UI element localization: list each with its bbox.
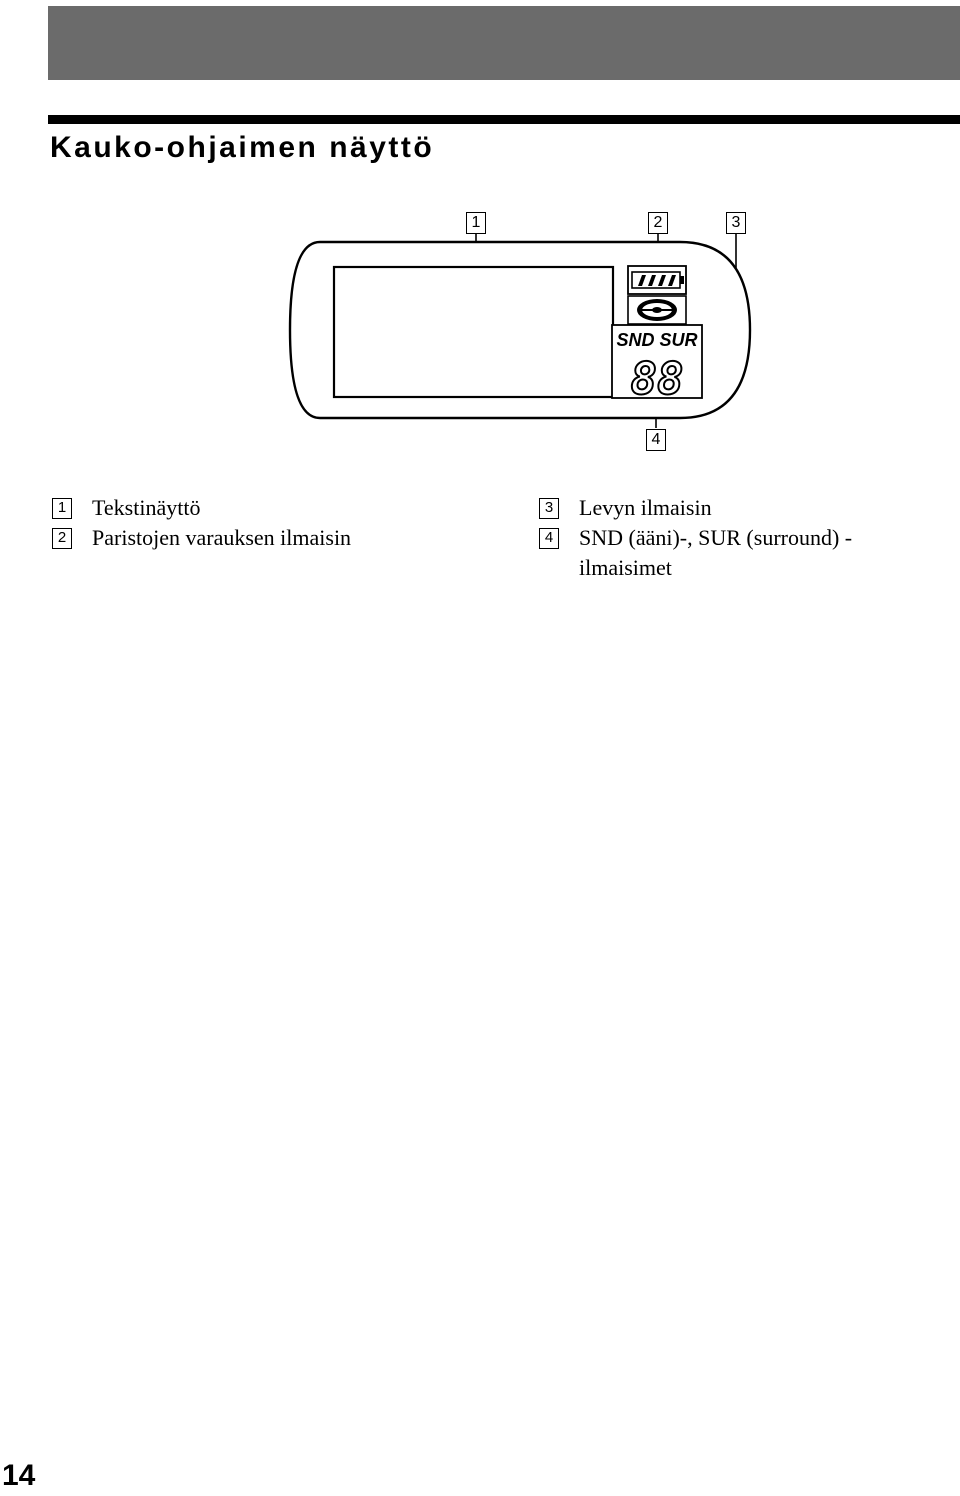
legend-left	[52, 493, 351, 553]
legend-number: 4	[539, 528, 559, 549]
text-display-window	[334, 267, 613, 397]
legend-number: 1	[52, 498, 72, 519]
legend-right	[539, 493, 899, 583]
section-title: Kauko-ohjaimen näyttö	[50, 131, 435, 164]
segment-digits: 88	[630, 354, 684, 405]
legend-text: Tekstinäyttö	[92, 495, 201, 520]
legend-text: Paristojen varauksen ilmaisin	[92, 525, 352, 550]
legend-item	[539, 493, 899, 523]
legend-number: 3	[539, 498, 559, 519]
callout-4: 4	[646, 429, 666, 451]
page-number: 14	[2, 1459, 36, 1492]
callout-1: 1	[466, 212, 486, 234]
remote-display-illustration	[270, 200, 770, 460]
callout-3: 3	[726, 212, 746, 234]
legend-text: Levyn ilmaisin	[579, 495, 712, 520]
remote-display-diagram	[270, 200, 770, 460]
snd-sur-indicator: SND SUR	[616, 330, 698, 350]
legend-item	[52, 493, 351, 523]
header-band	[48, 6, 960, 80]
legend-item	[52, 523, 351, 553]
legend-number: 2	[52, 528, 72, 549]
legend-text: SND (ääni)-, SUR (surround) - ilmaisimet	[579, 525, 853, 580]
callout-2: 2	[648, 212, 668, 234]
battery-tip	[680, 276, 684, 284]
legend-item	[539, 523, 899, 583]
title-rule	[48, 115, 960, 124]
